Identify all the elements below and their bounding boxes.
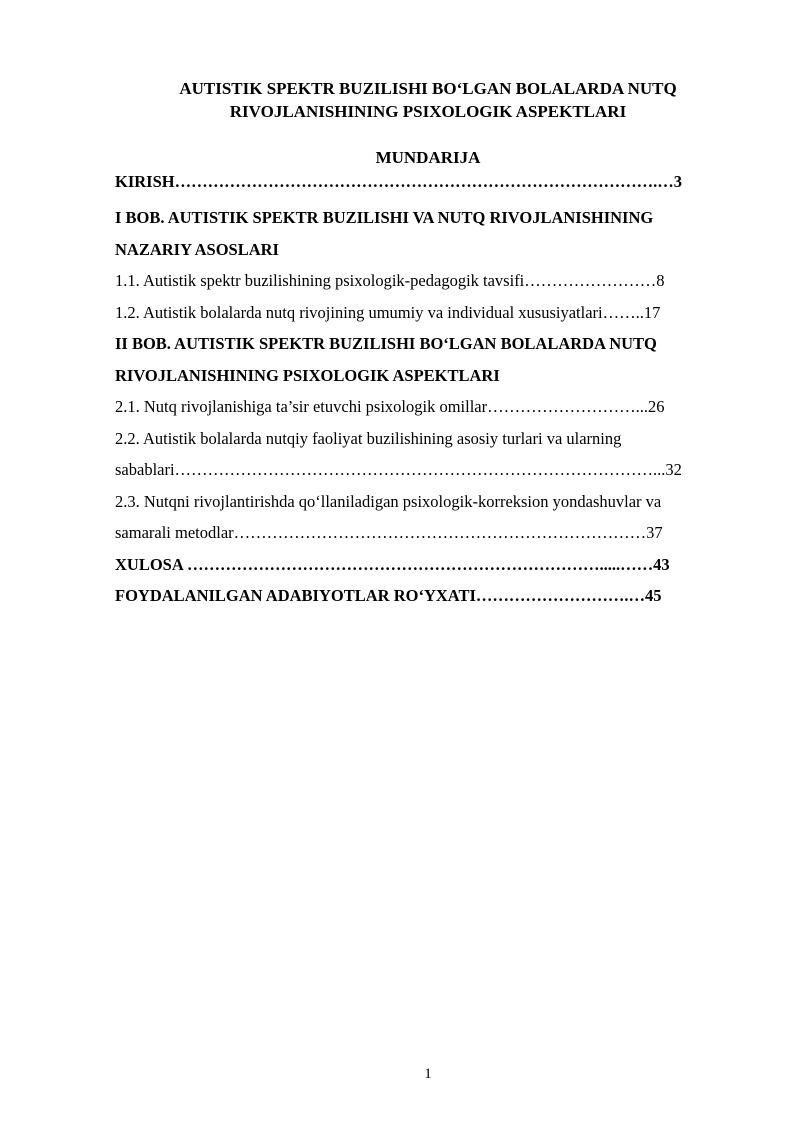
toc-chapter-2-line-1: II BOB. AUTISTIK SPEKTR BUZILISHI BO‘LGAN BOLALARDA NUTQ [115, 334, 657, 353]
title-line-2: RIVOJLANISHINING PSIXOLOGIK ASPEKTLARI [229, 102, 627, 121]
toc-entry-introduction: KIRISH…………………………………………………………………………….…3 [115, 172, 682, 191]
toc-section-2-1: 2.1. Nutq rivojlanishiga ta’sir etuvchi psixologik omillar………………………...26 [115, 397, 665, 416]
toc-section-2-3-line-1: 2.3. Nutqni rivojlantirishda qo‘llaniladigan psixologik-korreksion yondashuvlar va [115, 491, 662, 511]
page-number: 1 [424, 1066, 432, 1082]
toc-section-1-2: 1.2. Autistik bolalarda nutq rivojining umumiy va individual xususiyatlari……..17 [115, 302, 661, 322]
toc-entry-conclusion: XULOSA ………………………………………………………………….....……43 [115, 554, 670, 574]
toc-entry-references: FOYDALANILGAN ADABIYOTLAR RO‘YXATI……………………….…45 [115, 586, 662, 605]
contents-heading: MUNDARIJA [375, 148, 481, 167]
toc-chapter-2-line-2: RIVOJLANISHINING PSIXOLOGIK ASPEKTLARI [115, 365, 500, 385]
toc-section-1-1: 1.1. Autistik spektr buzilishining psixologik-pedagogik tavsifi……………………8 [115, 271, 665, 290]
document-title [100, 77, 756, 123]
toc-section-2-3-line-2: samarali metodlar…………………………………………………………………37 [115, 523, 663, 542]
toc-section-2-2-line-2: sabablari……………………………………………………………………………...32 [115, 460, 682, 479]
toc-section-2-2-line-1: 2.2. Autistik bolalarda nutqiy faoliyat buzilishining asosiy turlari va ularning [115, 428, 622, 448]
toc-chapter-1-line-1: I BOB. AUTISTIK SPEKTR BUZILISHI VA NUTQ RIVOJLANISHINING [115, 208, 654, 227]
title-line-1: AUTISTIK SPEKTR BUZILISHI BO‘LGAN BOLALARDA NUTQ [179, 79, 677, 98]
table-of-contents [115, 170, 747, 612]
toc-chapter-1-line-2: NAZARIY ASOSLARI [115, 239, 279, 259]
